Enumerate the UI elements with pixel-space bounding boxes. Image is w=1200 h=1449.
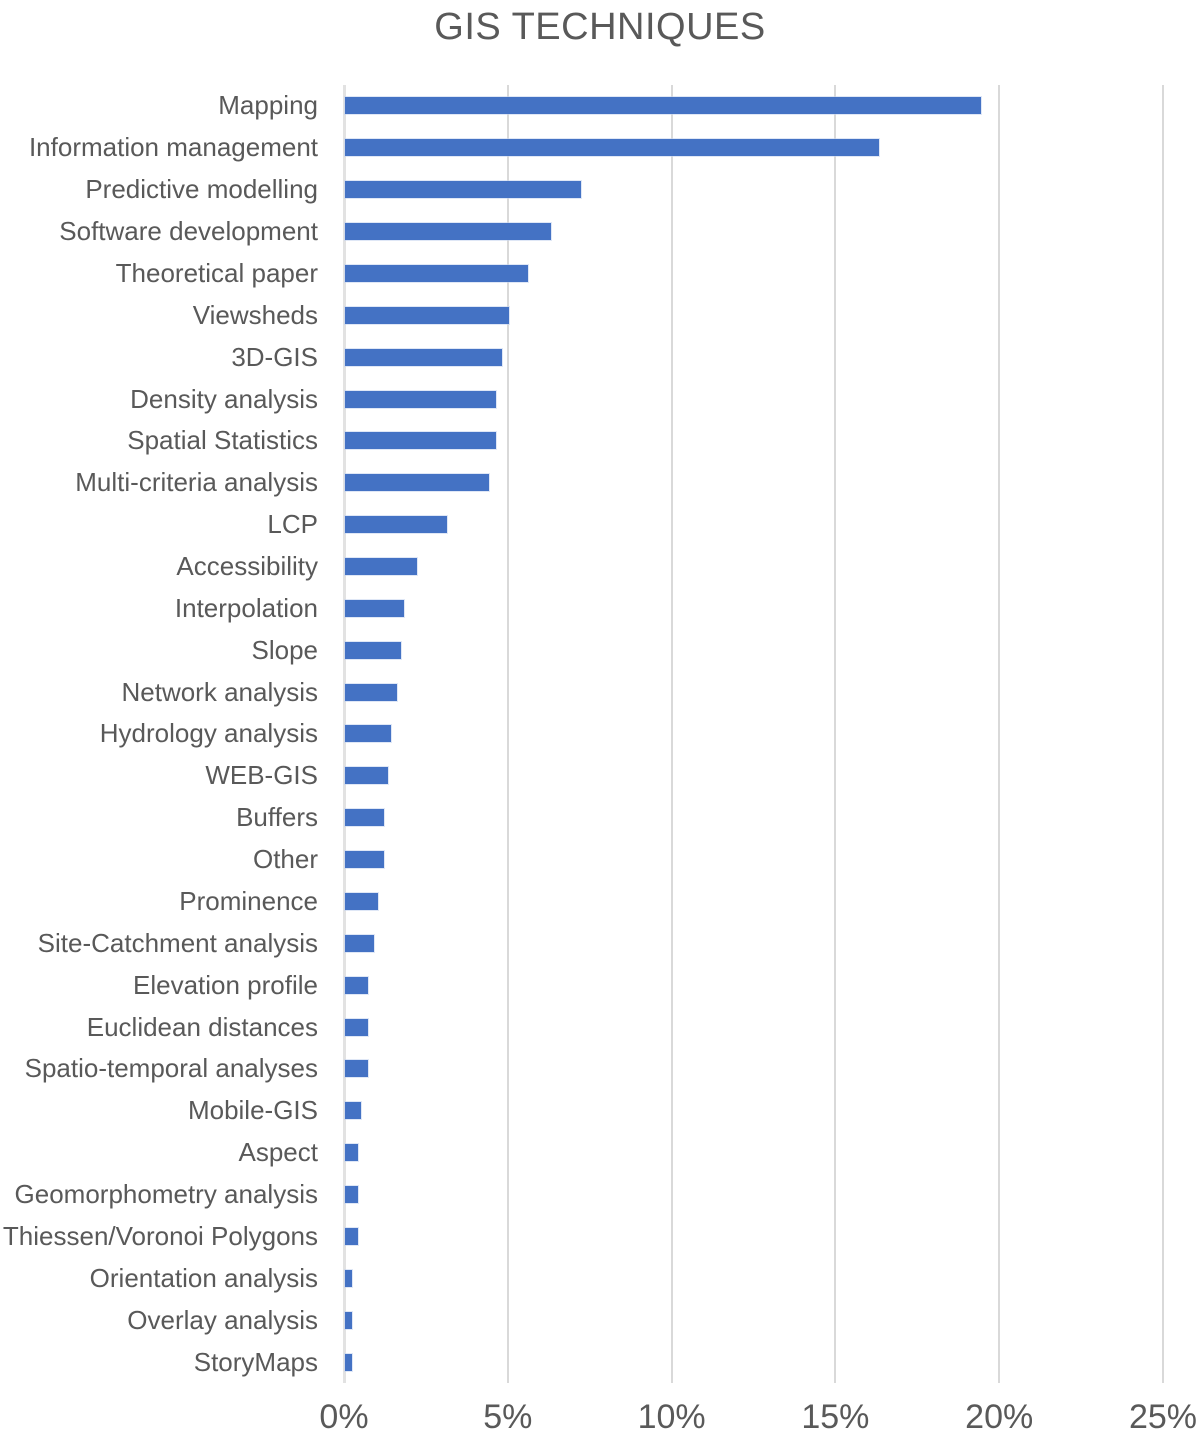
bar bbox=[345, 1270, 352, 1287]
bar bbox=[345, 1060, 368, 1077]
category-label: Other bbox=[252, 844, 318, 875]
x-axis-tick-label: 15% bbox=[801, 1398, 870, 1436]
bar-row bbox=[0, 922, 1200, 964]
bar bbox=[345, 809, 384, 826]
category-label: Elevation profile bbox=[133, 969, 318, 1000]
category-label: Hydrology analysis bbox=[99, 718, 318, 749]
bar-row bbox=[0, 504, 1200, 546]
bar bbox=[345, 851, 384, 868]
bar-row bbox=[0, 713, 1200, 755]
bar bbox=[345, 349, 502, 366]
category-label: LCP bbox=[267, 509, 318, 540]
bar-row bbox=[0, 1257, 1200, 1299]
category-label: Accessibility bbox=[176, 551, 318, 581]
bar-row bbox=[0, 85, 1200, 127]
bar-row bbox=[0, 546, 1200, 588]
bar bbox=[345, 558, 417, 575]
category-label: Predictive modelling bbox=[85, 174, 318, 205]
bar-row bbox=[0, 336, 1200, 378]
chart-title: GIS TECHNIQUES bbox=[434, 6, 766, 48]
category-label: Buffers bbox=[236, 802, 318, 833]
category-label: Spatio-temporal analyses bbox=[24, 1053, 318, 1084]
category-label: Orientation analysis bbox=[89, 1262, 318, 1293]
bar bbox=[345, 684, 397, 701]
bar bbox=[345, 600, 404, 617]
category-label: Software development bbox=[59, 216, 318, 247]
category-label: 3D-GIS bbox=[231, 341, 318, 372]
bar bbox=[345, 725, 391, 742]
category-label: Density analysis bbox=[130, 383, 318, 414]
bar-row bbox=[0, 378, 1200, 420]
x-axis-tick-label: 20% bbox=[965, 1398, 1034, 1436]
category-label: Euclidean distances bbox=[86, 1011, 318, 1042]
bar bbox=[345, 1186, 358, 1203]
bar-row bbox=[0, 797, 1200, 839]
bar-row bbox=[0, 1174, 1200, 1216]
bar-row bbox=[0, 671, 1200, 713]
category-label: Aspect bbox=[238, 1137, 318, 1168]
bar bbox=[345, 1354, 352, 1371]
bar bbox=[345, 223, 551, 240]
bar-row bbox=[0, 127, 1200, 169]
bar-row bbox=[0, 420, 1200, 462]
bar bbox=[345, 1019, 368, 1036]
bar-row bbox=[0, 755, 1200, 797]
bar-row bbox=[0, 881, 1200, 923]
category-label: WEB-GIS bbox=[205, 760, 318, 791]
x-axis-tick-label: 0% bbox=[319, 1398, 369, 1436]
category-label: Mapping bbox=[218, 90, 318, 121]
bar-row bbox=[0, 629, 1200, 671]
category-label: Information management bbox=[28, 132, 318, 163]
category-label: Overlay analysis bbox=[127, 1304, 318, 1335]
category-label: Thiessen/Voronoi Polygons bbox=[2, 1220, 318, 1251]
x-axis-tick-label: 25% bbox=[1128, 1398, 1198, 1436]
category-label: Slope bbox=[251, 634, 318, 665]
bar-row bbox=[0, 169, 1200, 211]
category-label: Site-Catchment analysis bbox=[37, 927, 318, 958]
category-label: Theoretical paper bbox=[115, 257, 318, 288]
bar-row bbox=[0, 1299, 1200, 1341]
bar bbox=[345, 1102, 361, 1119]
bar bbox=[345, 1144, 358, 1161]
bar-row bbox=[0, 1006, 1200, 1048]
category-label: Prominence bbox=[179, 885, 318, 916]
bar bbox=[345, 516, 447, 533]
bar bbox=[345, 139, 879, 156]
bar-row bbox=[0, 1132, 1200, 1174]
bar bbox=[345, 474, 489, 491]
bar bbox=[345, 935, 374, 952]
bar bbox=[345, 181, 581, 198]
category-label: Geomorphometry analysis bbox=[14, 1179, 318, 1210]
bar bbox=[345, 391, 496, 408]
bar-row bbox=[0, 252, 1200, 294]
category-label: Interpolation bbox=[174, 592, 318, 623]
bar-row bbox=[0, 294, 1200, 336]
bar bbox=[345, 767, 388, 784]
category-label: StoryMaps bbox=[193, 1346, 318, 1377]
bar bbox=[345, 977, 368, 994]
bar bbox=[345, 893, 378, 910]
category-label: Multi-criteria analysis bbox=[75, 467, 318, 498]
category-label: Viewsheds bbox=[192, 299, 318, 330]
bar bbox=[345, 1228, 358, 1245]
category-label: Spatial Statistics bbox=[127, 425, 318, 456]
bar bbox=[345, 265, 528, 282]
category-label: Mobile-GIS bbox=[187, 1095, 318, 1126]
bar-row bbox=[0, 964, 1200, 1006]
bar bbox=[345, 1312, 352, 1329]
bar bbox=[345, 642, 401, 659]
bar-row bbox=[0, 462, 1200, 504]
x-axis-tick-label: 10% bbox=[637, 1398, 706, 1436]
bar bbox=[345, 97, 981, 114]
bar-row bbox=[0, 839, 1200, 881]
bar bbox=[345, 307, 509, 324]
bar-row bbox=[0, 1090, 1200, 1132]
category-label: Network analysis bbox=[121, 676, 318, 707]
bar bbox=[345, 432, 496, 449]
bar-row bbox=[0, 1216, 1200, 1258]
x-axis-tick-label: 5% bbox=[483, 1398, 533, 1436]
bar-row bbox=[0, 587, 1200, 629]
bar-row bbox=[0, 1048, 1200, 1090]
bar-row bbox=[0, 211, 1200, 253]
bar-row bbox=[0, 1341, 1200, 1383]
